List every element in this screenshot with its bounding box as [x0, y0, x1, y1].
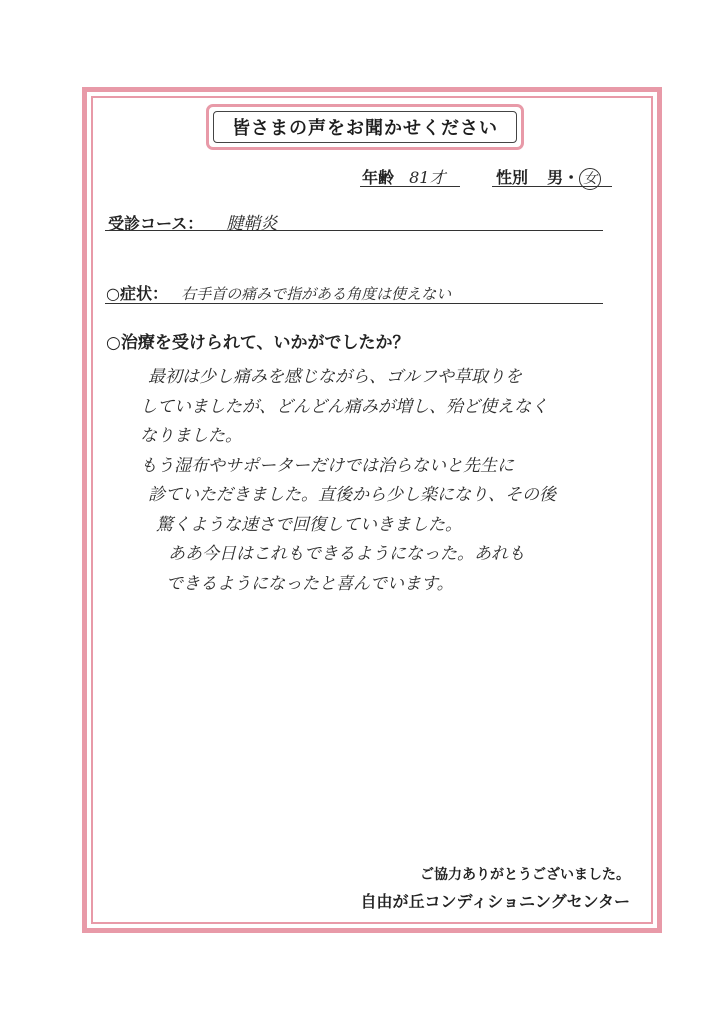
symptom-field	[106, 281, 451, 304]
course-value: 腱鞘炎	[226, 214, 278, 234]
center-name: 自由が丘コンディショニングセンター	[360, 892, 630, 911]
answer-line: ああ今日はこれもできるようになった。あれも	[168, 544, 525, 564]
answer-line: 診ていただきました。直後から少し楽になり、その後	[148, 485, 556, 505]
age-label: 年齢	[362, 168, 395, 187]
sex-label: 性別	[496, 168, 529, 187]
answer-line: もう湿布やサポーターだけでは治らないと先生に	[140, 455, 514, 476]
answer-line: 最初は少し痛みを感じながら、ゴルフや草取りを	[148, 367, 522, 387]
answer-line: なりました。	[140, 426, 242, 446]
symptom-underline	[105, 303, 603, 304]
title-box	[206, 104, 524, 150]
sex-underline	[492, 186, 612, 187]
age-field	[362, 165, 445, 188]
age-underline	[360, 186, 460, 187]
answer-line: 驚くような速さで回復していきました。	[156, 514, 462, 535]
sex-separator: ・	[563, 168, 580, 187]
course-label: 受診コース：	[108, 214, 204, 233]
symptom-label: ○症状：	[106, 284, 168, 303]
age-value: 81才	[409, 168, 446, 187]
course-underline	[105, 230, 603, 231]
symptom-value: 右手首の痛みで指がある角度は使えない	[181, 285, 452, 303]
page-title: 皆さまの声をお聞かせください	[213, 111, 517, 143]
answer-line: していましたが、どんどん痛みが増し、殆ど使えなく	[140, 396, 548, 417]
answer-line: できるようになったと喜んでいます。	[166, 573, 454, 594]
question-heading: ○治療を受けられて、いかがでしたか？	[106, 333, 410, 353]
closing-message: ご協力ありがとうございました。	[420, 867, 630, 883]
sex-male: 男	[547, 168, 564, 187]
sex-female-circled: 女	[579, 168, 601, 190]
